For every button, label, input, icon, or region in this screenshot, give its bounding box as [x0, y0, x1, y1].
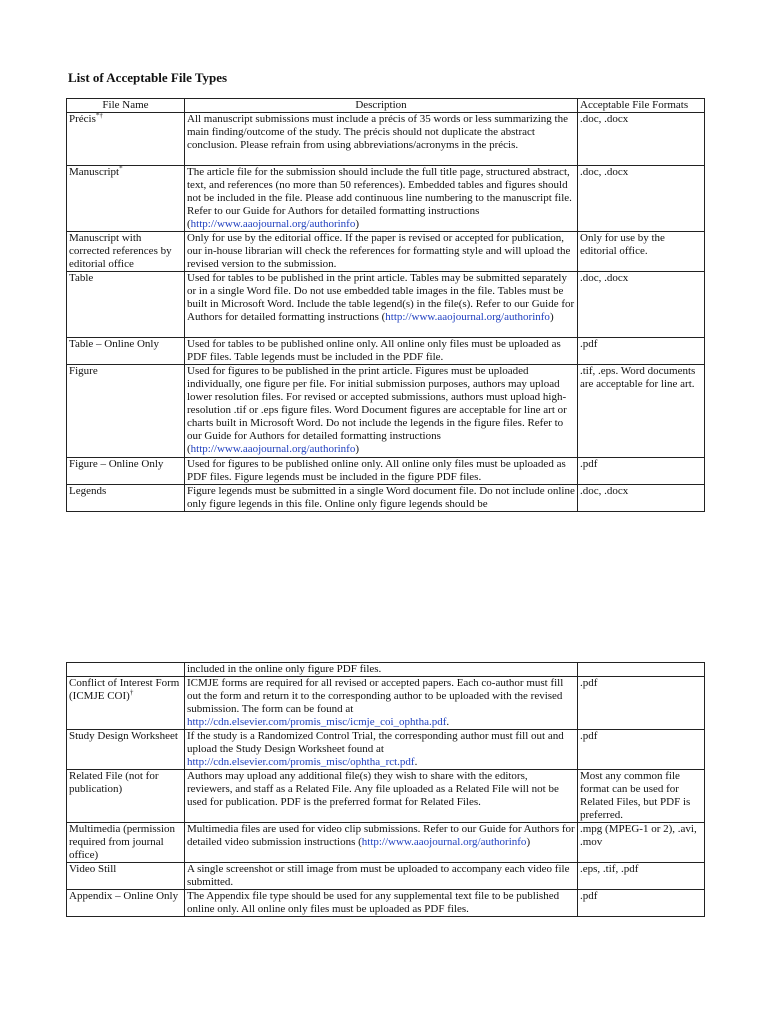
- file-name: Conflict of Interest Form (ICMJE COI): [69, 677, 180, 702]
- description-text: Used for tables to be published online only. All online only files must be uploaded as PDF files. Table legends must be included in the PDF file.: [187, 338, 561, 363]
- description-text-end: ): [526, 836, 531, 848]
- description-cell: [185, 365, 578, 458]
- description-text: Used for figures to be published online only. All online only files must be uploaded as PDF files. Figure legends must be included in the figure PDF files.: [187, 458, 566, 483]
- file-name: Manuscript: [69, 166, 120, 178]
- description-cell: [185, 485, 578, 512]
- description-text: Used for figures to be published in the print article. Figures must be uploaded individually, one figure per file. For initial submission purposes, authors may upload lower resolution files. For revised or accepted submissions, authors must upload high-resolution .tif or .eps figure files. Word Document figures are acceptable for line art or charts built in Microsoft Word. Do not include the legends in the figure files. Refer to our Guide for Authors for detailed formatting instructions (: [187, 365, 567, 455]
- formats-cell: [578, 232, 705, 272]
- description-cell: [185, 677, 578, 730]
- description-cell: [185, 863, 578, 890]
- instructions-link[interactable]: http://cdn.elsevier.com/promis_misc/icmje_coi_ophtha.pdf: [187, 716, 447, 728]
- description-text: Multimedia files are used for video clip submissions. Refer to our Guide for Authors for detailed video submission instructions (: [187, 823, 575, 848]
- description-text: Used for tables to be published in the print article. Tables may be submitted separately or in a single Word file. Do not use embedded table images in the file. Tables must be built in Microsoft Word. Include the table legend(s) in the file(s). Refer to our Guide for Authors for detailed formatting instructions (: [187, 272, 575, 323]
- description-cell: [185, 338, 578, 365]
- acceptable-formats: .doc, .docx: [580, 113, 629, 125]
- header-description: Description: [185, 99, 578, 113]
- table-row: [67, 730, 705, 770]
- description-text-end: ): [355, 443, 360, 455]
- description-cell: [185, 113, 578, 166]
- description-text-end: .: [414, 756, 418, 768]
- file-name: Table: [69, 272, 94, 284]
- file-name-cell: [67, 272, 185, 338]
- description-text-end: ): [549, 311, 554, 323]
- file-name-cell: [67, 458, 185, 485]
- file-name: Précis: [69, 113, 96, 125]
- file-name-cell: [67, 730, 185, 770]
- formats-cell: [578, 166, 705, 232]
- description-text: ICMJE forms are required for all revised or accepted papers. Each co-author must fill out the form and return it to the corresponding author to be uploaded with the revised submission. The form can be found at: [187, 677, 564, 715]
- description-cell: [185, 730, 578, 770]
- file-name: Figure – Online Only: [69, 458, 164, 470]
- instructions-link[interactable]: http://cdn.elsevier.com/promis_misc/ophtha_rct.pdf: [187, 756, 415, 768]
- description-text-end: ): [355, 218, 360, 230]
- formats-cell: [578, 890, 705, 917]
- file-name: Related File (not for publication): [69, 770, 159, 795]
- formats-cell: [578, 485, 705, 512]
- table-row: [67, 890, 705, 917]
- description-text: If the study is a Randomized Control Trial, the corresponding author must fill out and upload the Study Design Worksheet found at: [187, 730, 564, 755]
- file-name-cell: [67, 823, 185, 863]
- formats-cell: [578, 677, 705, 730]
- acceptable-formats: .doc, .docx: [580, 485, 629, 497]
- table-row: [67, 365, 705, 458]
- table-row: [67, 677, 705, 730]
- file-name: Study Design Worksheet: [69, 730, 178, 742]
- file-name-cell: [67, 863, 185, 890]
- formats-cell: [578, 863, 705, 890]
- description-cell: [185, 458, 578, 485]
- file-name: Appendix – Online Only: [69, 890, 179, 902]
- acceptable-formats: Only for use by the editorial office.: [580, 232, 665, 257]
- description-cell: [185, 823, 578, 863]
- acceptable-formats: .pdf: [580, 677, 598, 689]
- acceptable-formats: .pdf: [580, 730, 598, 742]
- description-text: Figure legends must be submitted in a single Word document file. Do not include online only figure legends in this file. Online only figure legends should be: [187, 485, 575, 510]
- footnote-mark: †: [129, 688, 134, 697]
- description-text: included in the online only figure PDF files.: [187, 663, 382, 675]
- table-row: [67, 485, 705, 512]
- formats-cell: [578, 770, 705, 823]
- file-name: Legends: [69, 485, 107, 497]
- file-name-cell: [67, 770, 185, 823]
- description-cell: [185, 166, 578, 232]
- table-row: [67, 113, 705, 166]
- description-text: Only for use by the editorial office. If the paper is revised or accepted for publication, our in-house librarian will check the references for formatting style and will upload the revised version to the submission.: [187, 232, 571, 270]
- formats-cell: [578, 338, 705, 365]
- formats-cell: [578, 272, 705, 338]
- table-row: [67, 338, 705, 365]
- description-text: The article file for the submission should include the full title page, structured abstract, text, and references (no more than 50 references). Embedded tables and figures should not be included in the file. Please add continuous line numbering to the manuscript file. Refer to our Guide for Authors for detailed formatting instructions (: [187, 166, 572, 230]
- file-name: Multimedia (permission required from journal office): [69, 823, 176, 861]
- file-name-cell: [67, 677, 185, 730]
- instructions-link[interactable]: http://www.aaojournal.org/authorinfo: [190, 218, 356, 230]
- file-name-cell: [67, 663, 185, 677]
- acceptable-formats: .pdf: [580, 338, 598, 350]
- description-cell: [185, 272, 578, 338]
- footnote-mark: *†: [95, 112, 103, 120]
- acceptable-formats: .eps, .tif, .pdf: [580, 863, 639, 875]
- file-name: Figure: [69, 365, 98, 377]
- acceptable-formats: .doc, .docx: [580, 166, 629, 178]
- table-row: [67, 863, 705, 890]
- file-types-table: [66, 98, 705, 512]
- page-title: List of Acceptable File Types: [68, 70, 228, 85]
- description-text: The Appendix file type should be used for any supplemental text file to be published online only. All online only files must be uploaded as PDF files.: [187, 890, 560, 915]
- header-formats: Acceptable File Formats: [578, 99, 705, 113]
- file-types-table-continued: [66, 662, 705, 917]
- header-file-name: File Name: [67, 99, 185, 113]
- formats-cell: [578, 663, 705, 677]
- description-cell: [185, 232, 578, 272]
- acceptable-formats: .pdf: [580, 458, 598, 470]
- formats-cell: [578, 730, 705, 770]
- table-row: [67, 272, 705, 338]
- file-name: Table – Online Only: [69, 338, 159, 350]
- description-text: Authors may upload any additional file(s) they wish to share with the editors, reviewers, and staff as a Related File. Any file uploaded as a Related File will not be used for publication. PDF is the preferred format for Related Files.: [187, 770, 559, 808]
- description-cell: [185, 890, 578, 917]
- description-text: All manuscript submissions must include a précis of 35 words or less summarizing the main finding/outcome of the study. The précis should not duplicate the abstract conclusion. Please refrain from using abbreviations/acronyms in the précis.: [187, 113, 568, 151]
- instructions-link[interactable]: http://www.aaojournal.org/authorinfo: [190, 443, 356, 455]
- instructions-link[interactable]: http://www.aaojournal.org/authorinfo: [361, 836, 527, 848]
- file-name: Manuscript with corrected references by editorial office: [69, 232, 172, 270]
- acceptable-formats: Most any common file format can be used for Related Files, but PDF is preferred.: [580, 770, 691, 821]
- description-text-end: .: [446, 716, 450, 728]
- acceptable-formats: .pdf: [580, 890, 598, 902]
- table-row: [67, 770, 705, 823]
- formats-cell: [578, 365, 705, 458]
- file-name-cell: [67, 485, 185, 512]
- instructions-link[interactable]: http://www.aaojournal.org/authorinfo: [385, 311, 550, 323]
- file-name-cell: [67, 890, 185, 917]
- acceptable-formats: .tif, .eps. Word documents are acceptable for line art.: [580, 365, 696, 390]
- file-name-cell: [67, 166, 185, 232]
- formats-cell: [578, 113, 705, 166]
- acceptable-formats: .doc, .docx: [580, 272, 629, 284]
- file-name-cell: [67, 232, 185, 272]
- footnote-mark: *: [119, 165, 123, 173]
- file-name: Video Still: [69, 863, 117, 875]
- table-row: [67, 166, 705, 232]
- table-row: [67, 232, 705, 272]
- file-name-cell: [67, 113, 185, 166]
- acceptable-formats: .mpg (MPEG-1 or 2), .avi, .mov: [580, 823, 697, 848]
- table-row: [67, 823, 705, 863]
- description-text: A single screenshot or still image from must be uploaded to accompany each video file submitted.: [187, 863, 570, 888]
- formats-cell: [578, 458, 705, 485]
- file-name-cell: [67, 338, 185, 365]
- file-name-cell: [67, 365, 185, 458]
- description-cell: [185, 770, 578, 823]
- table-row: [67, 663, 705, 677]
- table-row: [67, 458, 705, 485]
- description-cell: [185, 663, 578, 677]
- table-header-row: [67, 99, 705, 113]
- formats-cell: [578, 823, 705, 863]
